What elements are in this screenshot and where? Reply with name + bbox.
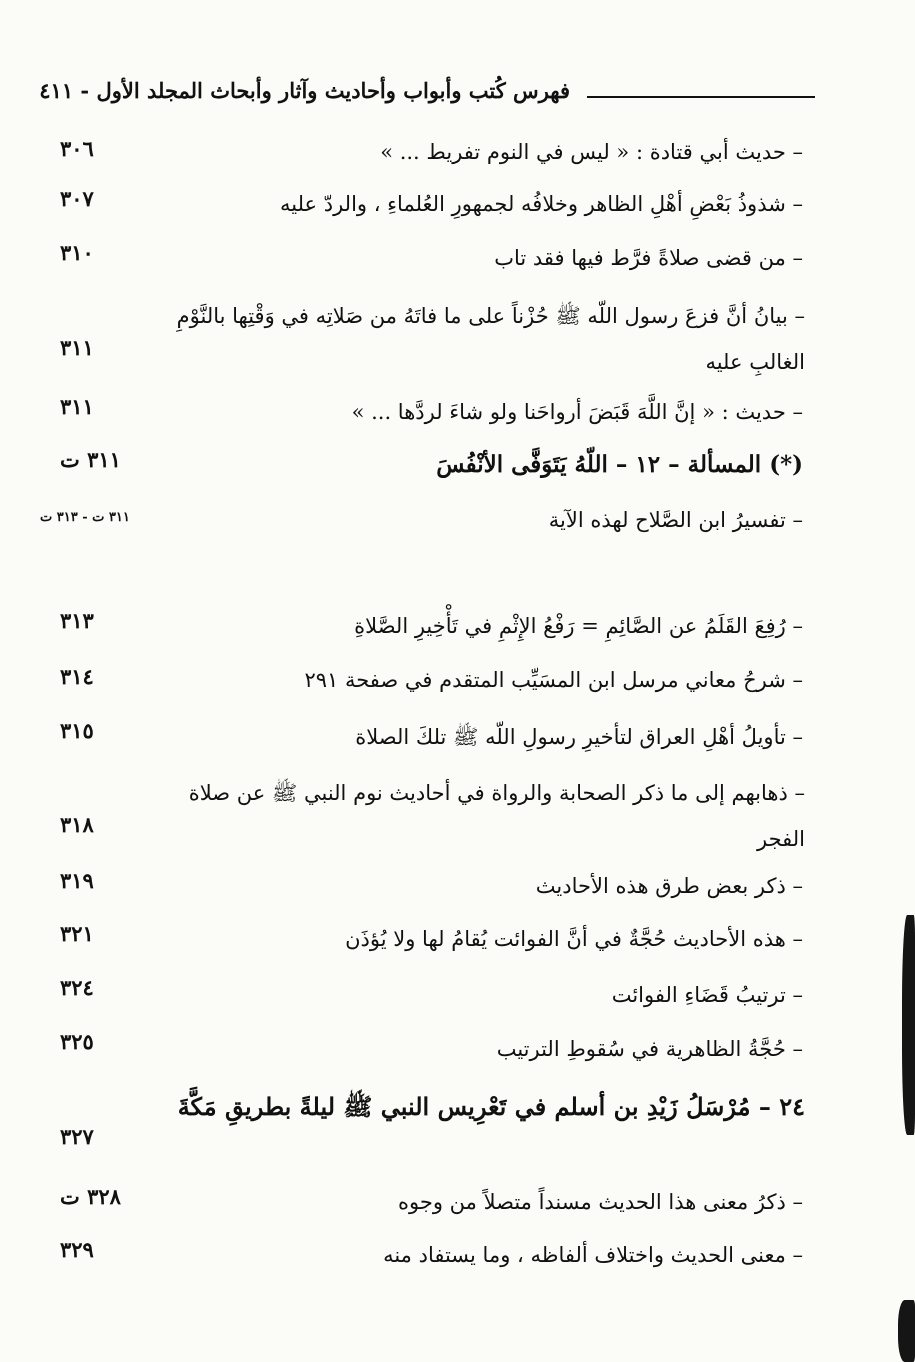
entry-page-number: ٣١٣	[60, 608, 94, 633]
entry-page-number: ٣١١	[60, 394, 94, 419]
entry-page-number: ٣٠٦	[60, 136, 94, 161]
header-title: فهرس كُتب وأبواب وأحاديث وآثار وأبحاث المجلد الأول - ٤١١	[39, 78, 570, 103]
scan-edge-shadow	[898, 1300, 915, 1362]
entry-text: – حُجَّةُ الظاهرية في سُقوطِ الترتيب	[496, 1037, 803, 1061]
entry-page-number: ٣١١	[60, 335, 94, 360]
entry-page-number: ٣٠٧	[60, 186, 94, 211]
entry-text: – شذوذُ بَعْضِ أهْلِ الظاهر وخلافُه لجمهورِ العُلماءِ ، والردّ عليه	[279, 192, 803, 216]
entry-heading-text: ٢٤ – مُرْسَلُ زَيْدِ بن أسلم في تَعْرِيس النبي ﷺ ليلةً بطريقِ مَكَّةَ	[177, 1092, 805, 1121]
entry-page-number: ٣٢٨ ت	[60, 1184, 121, 1209]
scan-edge-shadow	[902, 915, 915, 1135]
page-header	[39, 74, 815, 114]
entry-page-number: ٣١٤	[60, 664, 94, 689]
entry-page-number: ٣٢٤	[60, 975, 94, 1000]
entry-text: – حديث : « إنَّ اللَّهَ قَبَضَ أرواحَنا ولو شاءَ لردَّها ... »	[351, 400, 803, 424]
entry-text: – ذكرُ معنى هذا الحديث مسنداً متصلاً من وجوه	[398, 1190, 803, 1214]
entry-text: – معنى الحديث واختلاف ألفاظه ، وما يستفاد منه	[383, 1243, 803, 1267]
entry-page-number: ٣١٥	[60, 718, 94, 743]
entry-text: – من قضى صلاةً فرَّط فيها فقد تاب	[494, 246, 803, 270]
entry-text: – ذهابهم إلى ما ذكر الصحابة والرواة في أحاديث نوم النبي ﷺ عن صلاة الفجر	[188, 781, 805, 851]
entry-text: – تفسيرُ ابن الصَّلاح لهذه الآية	[548, 508, 803, 532]
entry-heading-text: (*) المسألة – ١٢ – اللّهُ يَتَوَفَّى الأنْفُسَ	[436, 451, 803, 478]
entry-page-number: ٣١١ ت - ٣١٣ ت	[40, 510, 130, 525]
entry-text: – رُفِعَ القَلَمُ عن الصَّائِمِ = رَفْعُ الإِثْمِ في تَأْخِيرِ الصَّلاةِ	[354, 614, 803, 638]
entry-page-number: ٣٢١	[60, 921, 94, 946]
header-rule	[587, 96, 815, 98]
entry-text: – هذه الأحاديث حُجَّةٌ في أنَّ الفوائت يُقامُ لها ولا يُؤذَن	[345, 927, 803, 951]
entry-text: – ذكر بعض طرق هذه الأحاديث	[535, 874, 803, 898]
entry-page-number: ٣٢٩	[60, 1237, 94, 1262]
entry-text: – شرحُ معاني مرسل ابن المسَيِّب المتقدم في صفحة ٢٩١	[304, 668, 803, 692]
entry-text: – تأويلُ أهْلِ العراق لتأخيرِ رسولِ اللّه ﷺ تلكَ الصلاة	[355, 725, 803, 749]
entry-page-number: ٣١٨	[60, 812, 94, 837]
entry-text: – بيانُ أنَّ فزعَ رسول اللّه ﷺ حُزْناً على ما فاتَهُ من صَلاتِه في وَقْتِها بالنَّوْمِ الغالبِ عليه	[176, 304, 805, 374]
entry-text: – ترتيبُ قَضَاءِ الفوائت	[611, 983, 803, 1007]
entry-page-number: ٣١١ ت	[60, 447, 121, 472]
entry-page-number: ٣١٩	[60, 868, 94, 893]
entry-page-number: ٣٢٥	[60, 1029, 94, 1054]
entry-page-number: ٣٢٧	[60, 1124, 94, 1149]
entry-page-number: ٣١٠	[60, 240, 94, 265]
entry-text: – حديث أبي قتادة : « ليس في النوم تفريط ... »	[380, 140, 803, 164]
